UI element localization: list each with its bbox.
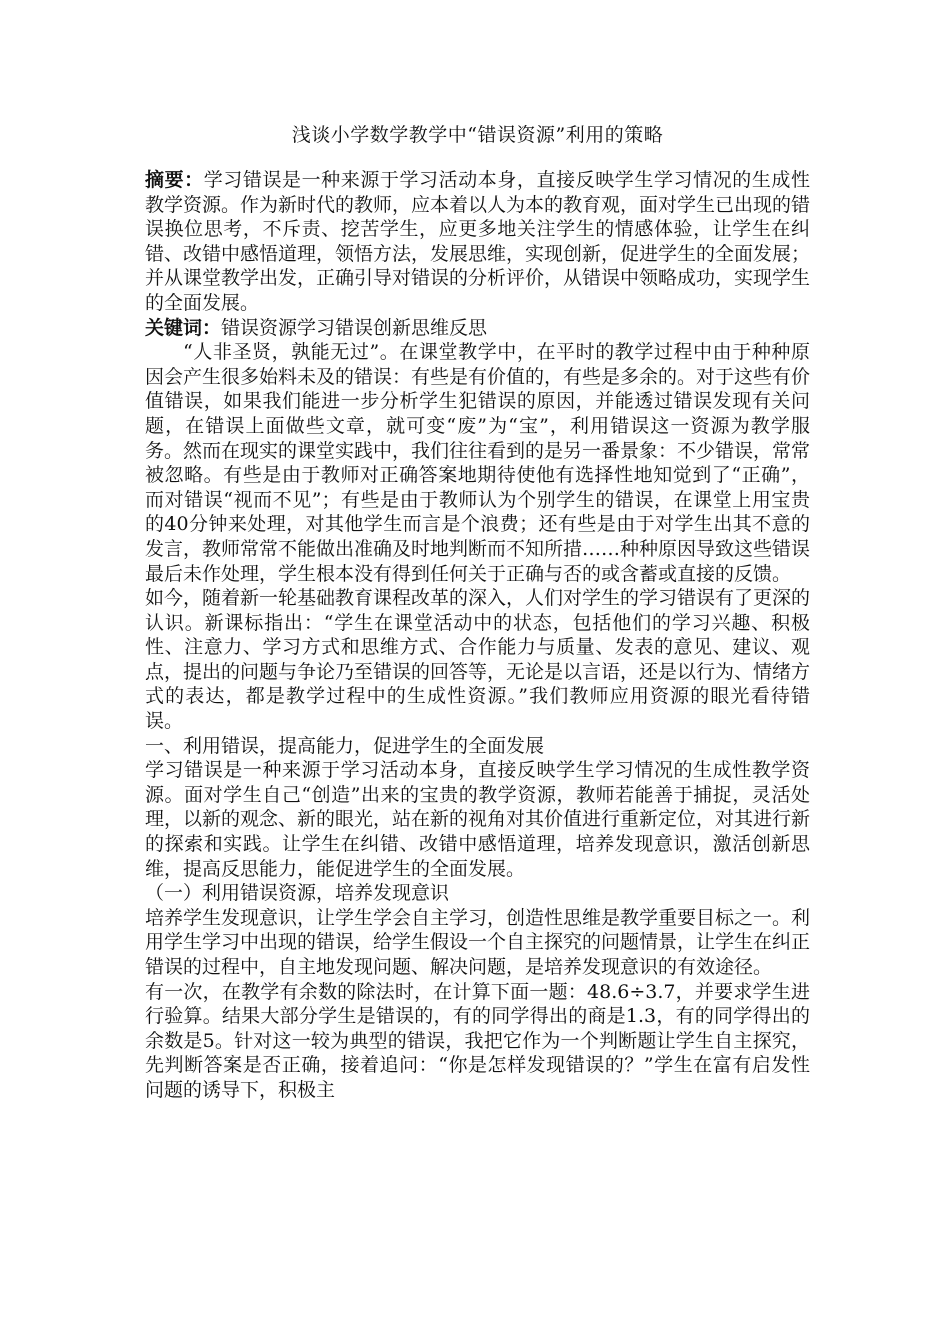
subsection-heading-1: （一）利用错误资源，培养发现意识: [145, 882, 450, 905]
keywords-paragraph: [145, 316, 810, 341]
body-paragraph-intro: “人非圣贤，孰能无过”。在课堂教学中，在平时的教学过程中由于种种原因会产生很多始料未及的错误：有些是有价值的，有些是多余的。对于这些有价值错误，如果我们能进一步分析学生犯错误的原因，并能透过错误发现有关问题，在错误上面做些文章，就可变“废”为“宝”，利用错误这一资源为教学服务。然而在现实的课堂实践中，我们往往看到的是另一番景象：不少错误，常常被忽略。有些是由于教师对正确答案地期待使他有选择性地知觉到了“正确”，而对错误“视而不见”；有些是由于教师认为个别学生的错误，在课堂上用宝贵的40分钟来处理，对其他学生而言是个浪费；还有些是由于对学生出其不意的发言，教师常常不能做出准确及时地判断而不知所措……种种原因导致这些错误最后未作处理，学生根本没有得到任何关于正确与否的或含蓄或直接的反馈。: [145, 341, 811, 585]
section-heading-1: 一、利用错误，提高能力，促进学生的全面发展: [145, 734, 545, 757]
document-page: [145, 120, 810, 1103]
abstract-label: 摘要：: [145, 169, 204, 191]
document-title: 浅谈小学数学教学中“错误资源”利用的策略: [291, 124, 664, 146]
keywords-text: 错误资源学习错误创新思维反思: [221, 316, 488, 339]
abstract-paragraph: [145, 168, 810, 316]
abstract-text: 学习错误是一种来源于学习活动本身，直接反映学生学习情况的生成性教学资源。作为新时代的教师，应本着以人为本的教育观，面对学生已出现的错误换位思考，不斥责、挖苦学生，应更多地关注学生的情感体验，让学生在纠错、改错中感悟道理，领悟方法，发展思维，实现创新，促进学生的全面发展；并从课堂教学出发，正确引导对错误的分析评价，从错误中领略成功，实现学生的全面发展。: [145, 169, 811, 314]
body-paragraph-subsection-1: 培养学生发现意识，让学生学会自主学习，创造性思维是教学重要目标之一。利用学生学习中出现的错误，给学生假设一个自主探究的问题情景，让学生在纠正错误的过程中，自主地发现问题、解决问题，是培养发现意识的有效途径。: [145, 906, 811, 978]
keywords-label: 关键词：: [145, 316, 222, 339]
body-paragraph-section-1: 学习错误是一种来源于学习活动本身，直接反映学生学习情况的生成性教学资源。面对学生自己“创造”出来的宝贵的教学资源，教师若能善于捕捉，灵活处理，以新的观念、新的眼光，站在新的视角对其价值进行重新定位，对其进行新的探索和实践。让学生在纠错、改错中感悟道理，培养发现意识，激活创新思维，提高反思能力，能促进学生的全面发展。: [145, 759, 811, 880]
body-paragraph-curriculum: 如今，随着新一轮基础教育课程改革的深入，人们对学生的学习错误有了更深的认识。新课标指出：“学生在课堂活动中的状态，包括他们的学习兴趣、积极性、注意力、学习方式和思维方式、合作能力与质量、发表的意见、建议、观点，提出的问题与争论乃至错误的回答等，无论是以言语，还是以行为、情绪方式的表达，都是教学过程中的生成性资源。”我们教师应用资源的眼光看待错误。: [145, 587, 811, 733]
body-paragraph-example: 有一次，在教学有余数的除法时，在计算下面一题：48.6÷3.7，并要求学生进行验算。结果大部分学生是错误的，有的同学得出的商是1.3，有的同学得出的余数是5。针对这一较为典型的错误，我把它作为一个判断题让学生自主探究，先判断答案是否正确，接着追问：“你是怎样发现错误的？”学生在富有启发性问题的诱导下，积极主: [145, 980, 810, 1101]
